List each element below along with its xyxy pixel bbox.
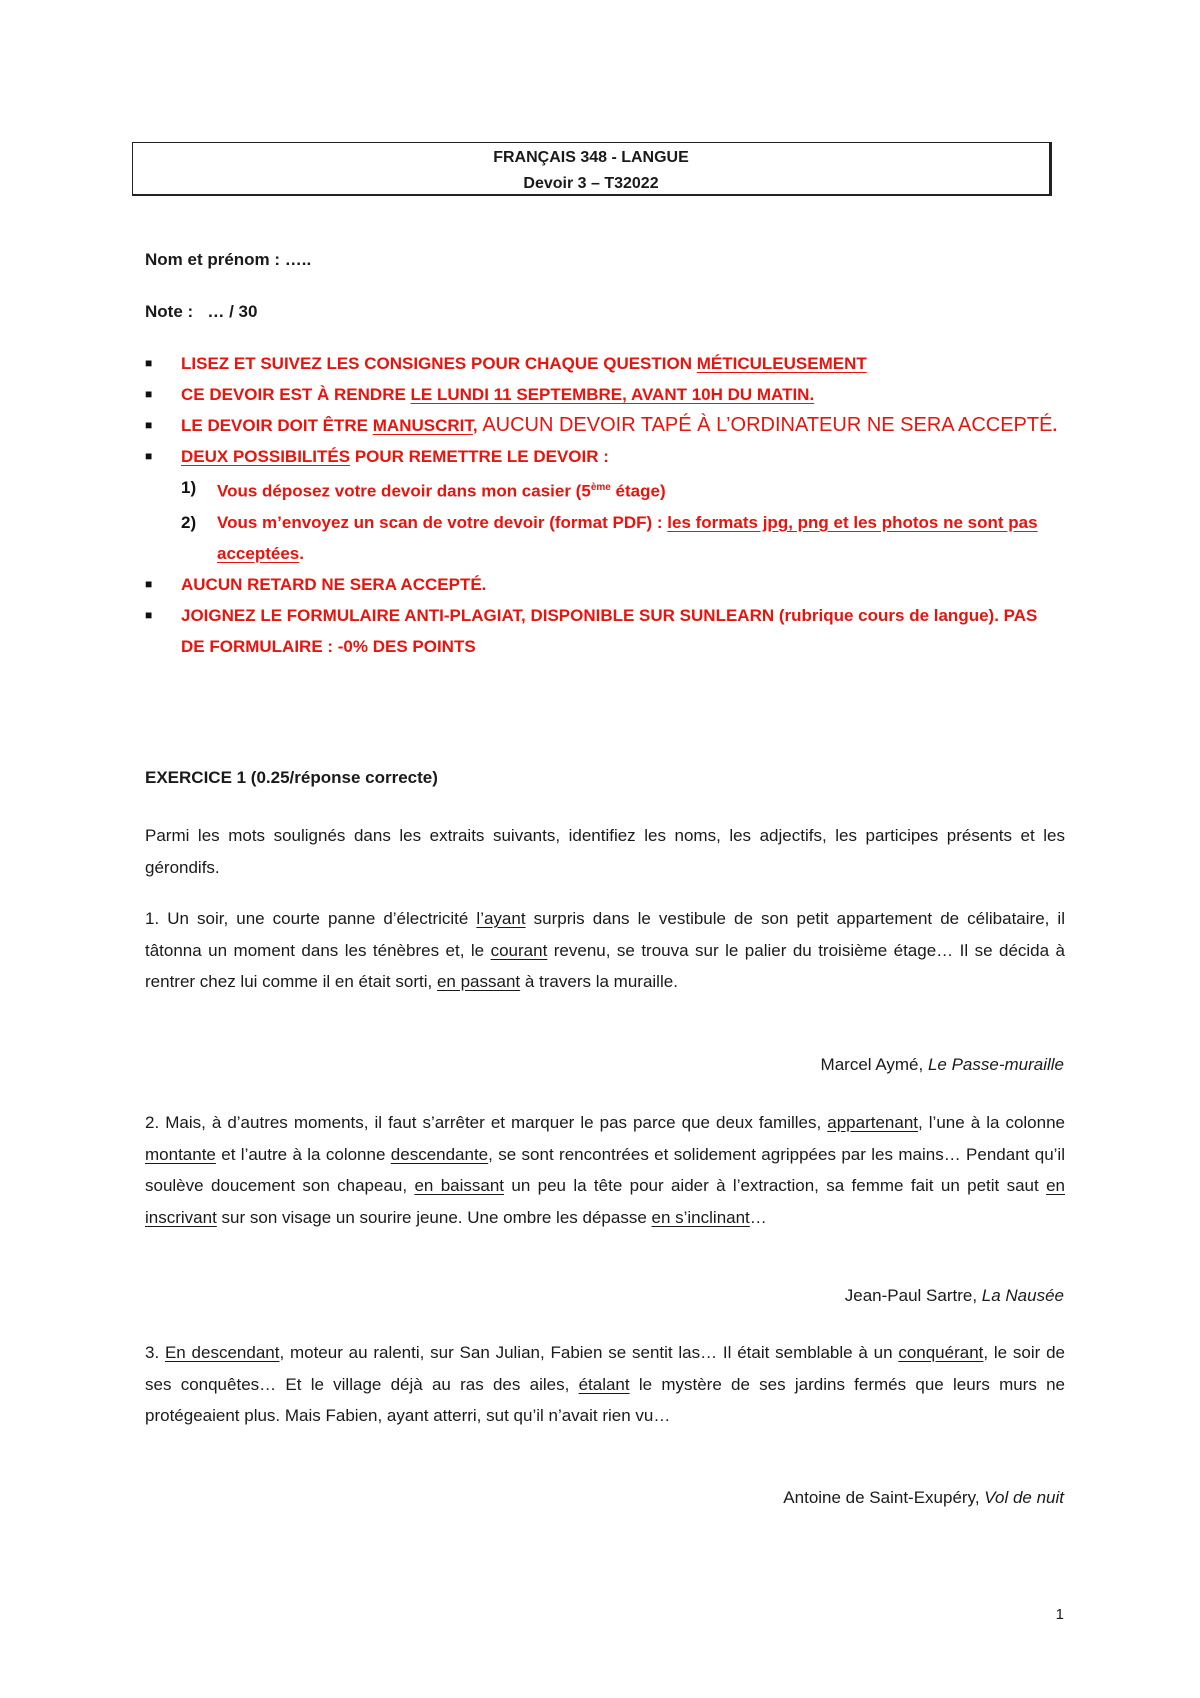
rule-item: ■ DEUX POSSIBILITÉS POUR REMETTRE LE DEVOIR : <box>145 441 1065 472</box>
rule-item: ■ LE DEVOIR DOIT ÊTRE MANUSCRIT, AUCUN DEVOIR TAPÉ À L’ORDINATEUR NE SERA ACCEPTÉ. <box>145 410 1065 441</box>
sub-item: 1) Vous déposez votre devoir dans mon casier (5ème étage) <box>181 478 666 501</box>
grade-label: Note : <box>145 302 194 321</box>
rule-item: ■ AUCUN RETARD NE SERA ACCEPTÉ. <box>145 569 1065 600</box>
square-bullet-icon: ■ <box>145 576 153 591</box>
square-bullet-icon: ■ <box>145 418 153 432</box>
square-bullet-icon: ■ <box>145 387 153 401</box>
square-bullet-icon: ■ <box>145 449 153 463</box>
instructions-list <box>145 348 1065 662</box>
exercise-title: EXERCICE 1 (0.25/réponse correcte) <box>145 768 438 787</box>
square-bullet-icon: ■ <box>145 607 153 622</box>
extract-3: 3. En descendant, moteur au ralenti, sur San Julian, Fabien se sentit las… Il était semblable à un conquérant, le soir de ses conquêtes… Et le village déjà au ras des ailes, étalant le mystère de ses jardins fermés que leurs murs ne protégeaient plus. Mais Fabien, ayant atterri, sut qu’il n’avait rien vu… <box>145 1343 1065 1425</box>
rule-item: ■ LISEZ ET SUIVEZ LES CONSIGNES POUR CHAQUE QUESTION MÉTICULEUSEMENT <box>145 348 1065 379</box>
grade-value: … / 30 <box>207 302 258 321</box>
name-field: Nom et prénom : ….. <box>145 250 312 269</box>
grade-field <box>145 302 257 322</box>
square-bullet-icon: ■ <box>145 356 153 370</box>
assignment-title: Devoir 3 – T32022 <box>523 175 659 192</box>
citation-1: Marcel Aymé, Le Passe-muraille <box>820 1055 1064 1074</box>
page-number: 1 <box>1055 1606 1064 1623</box>
rule-item: ■ CE DEVOIR EST À RENDRE LE LUNDI 11 SEPTEMBRE, AVANT 10H DU MATIN. <box>145 379 1065 410</box>
rule-item: ■ JOIGNEZ LE FORMULAIRE ANTI-PLAGIAT, DISPONIBLE SUR SUNLEARN (rubrique cours de langue). PAS DE FORMULAIRE : -0% DES POINTS <box>145 600 1065 662</box>
citation-3: Antoine de Saint-Exupéry, Vol de nuit <box>783 1488 1064 1507</box>
sub-item: 2) Vous m’envoyez un scan de votre devoir (format PDF) : les formats jpg, png et les photos ne sont pas acceptées. <box>181 512 1038 563</box>
extract-1: 1. Un soir, une courte panne d’électricité l’ayant surpris dans le vestibule de son petit appartement de célibataire, il tâtonna un moment dans les ténèbres et, le courant revenu, se trouva sur le palier du troisième étage… Il se décida à rentrer chez lui comme il en était sorti, en passant à travers la muraille. <box>145 909 1065 991</box>
exercise-instruction: Parmi les mots soulignés dans les extraits suivants, identifiez les noms, les adjectifs, les participes présents et les gérondifs. <box>145 826 1065 877</box>
course-header-box <box>132 142 1052 196</box>
course-title: FRANÇAIS 348 - LANGUE <box>493 149 689 166</box>
extract-2: 2. Mais, à d’autres moments, il faut s’arrêter et marquer le pas parce que deux familles, appartenant, l’une à la colonne montante et l’autre à la colonne descendante, se sont rencontrées et solidement agrippées par les mains… Pendant qu’il soulève doucement son chapeau, en baissant un peu la tête pour aider à l’extraction, sa femme fait un petit saut en inscrivant sur son visage un sourire jeune. Une ombre les dépasse en s’inclinant… <box>145 1113 1065 1227</box>
citation-2: Jean-Paul Sartre, La Nausée <box>844 1286 1064 1305</box>
